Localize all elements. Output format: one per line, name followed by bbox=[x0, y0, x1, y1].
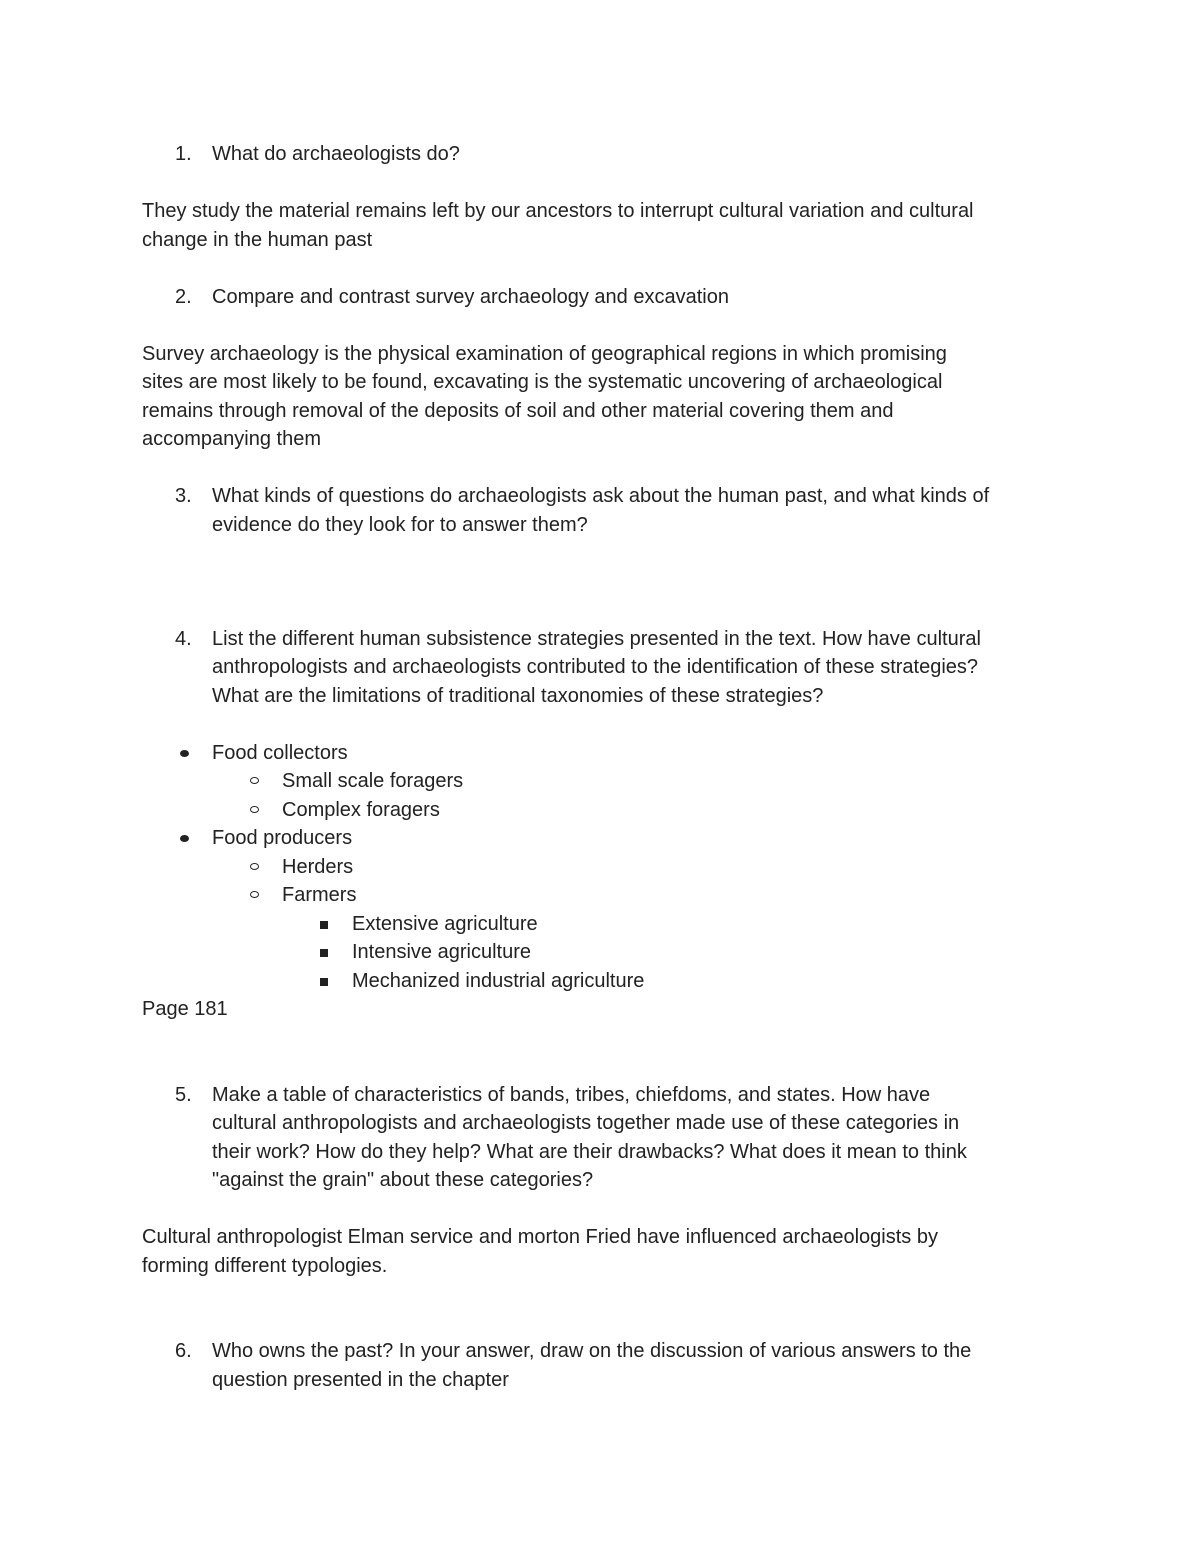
bullet-square-icon bbox=[320, 921, 328, 929]
question-number: 2. bbox=[175, 285, 192, 308]
question-text: What kinds of questions do archaeologists ask about the human past, and what kinds of bbox=[212, 485, 990, 507]
question-3 bbox=[142, 482, 1062, 539]
bullet-circle-icon bbox=[250, 806, 259, 813]
question-2 bbox=[142, 283, 1062, 312]
bullet-square-icon bbox=[320, 949, 328, 957]
bullet-square-icon bbox=[320, 978, 328, 986]
question-number: 6. bbox=[175, 1340, 192, 1362]
question-text: Compare and contrast survey archaeology and excavation bbox=[212, 285, 729, 308]
list-item: Extensive agriculture bbox=[142, 910, 1062, 939]
question-text: question presented in the chapter bbox=[212, 1368, 509, 1391]
list-item: Farmers bbox=[142, 881, 1062, 910]
question-text: anthropologists and archaeologists contributed to the identification of these strategies? bbox=[212, 656, 979, 678]
list-item: Mechanized industrial agriculture bbox=[142, 967, 1062, 996]
question-text: cultural anthropologists and archaeologists together made use of these categories in bbox=[212, 1112, 960, 1134]
answer-line: remains through removal of the deposits of soil and other material covering them and bbox=[142, 399, 894, 422]
list-item: Intensive agriculture bbox=[142, 938, 1062, 967]
list-item: Food producers bbox=[142, 824, 1062, 853]
strategies-list bbox=[142, 739, 1062, 996]
bullet-disc-icon bbox=[180, 750, 189, 757]
answer-line: Cultural anthropologist Elman service and morton Fried have influenced archaeologists by bbox=[142, 1226, 938, 1248]
question-4 bbox=[142, 625, 1062, 711]
answer-line: They study the material remains left by our ancestors to interrupt cultural variation and cultural bbox=[142, 200, 974, 222]
question-text: Who owns the past? In your answer, draw on the discussion of various answers to the bbox=[212, 1340, 972, 1362]
answer-line: accompanying them bbox=[142, 428, 321, 450]
question-number: 5. bbox=[175, 1083, 192, 1106]
bullet-circle-icon bbox=[250, 777, 259, 784]
question-6 bbox=[142, 1337, 1062, 1394]
page-reference: Page 181 bbox=[142, 998, 228, 1020]
question-number: 4. bbox=[175, 627, 192, 650]
question-text: List the different human subsistence strategies presented in the text. How have cultural bbox=[212, 627, 981, 650]
question-number: 1. bbox=[175, 143, 192, 165]
answer-2 bbox=[142, 340, 1062, 454]
answer-1 bbox=[142, 197, 1062, 254]
list-item: Small scale foragers bbox=[142, 767, 1062, 796]
list-item: Herders bbox=[142, 853, 1062, 882]
answer-line: sites are most likely to be found, excavating is the systematic uncovering of archaeological bbox=[142, 371, 943, 393]
bullet-circle-icon bbox=[250, 863, 259, 870]
question-text: What do archaeologists do? bbox=[212, 143, 460, 165]
document-body bbox=[142, 140, 1062, 1394]
question-number: 3. bbox=[175, 485, 192, 507]
question-text: What are the limitations of traditional taxonomies of these strategies? bbox=[212, 684, 824, 707]
question-text: evidence do they look for to answer them? bbox=[212, 513, 588, 536]
answer-line: change in the human past bbox=[142, 228, 373, 251]
question-text: "against the grain" about these categories? bbox=[212, 1169, 594, 1191]
list-item: Food collectors bbox=[142, 739, 1062, 768]
list-item: Complex foragers bbox=[142, 796, 1062, 825]
question-text: Make a table of characteristics of bands, tribes, chiefdoms, and states. How have bbox=[212, 1083, 931, 1106]
answer-line: forming different typologies. bbox=[142, 1254, 388, 1277]
bullet-disc-icon bbox=[180, 835, 189, 842]
answer-line: Survey archaeology is the physical examination of geographical regions in which promising bbox=[142, 342, 947, 365]
question-5 bbox=[142, 1081, 1062, 1195]
answer-5 bbox=[142, 1223, 1062, 1280]
question-text: their work? How do they help? What are their drawbacks? What does it mean to think bbox=[212, 1140, 967, 1163]
question-1 bbox=[142, 140, 1062, 169]
bullet-circle-icon bbox=[250, 891, 259, 898]
